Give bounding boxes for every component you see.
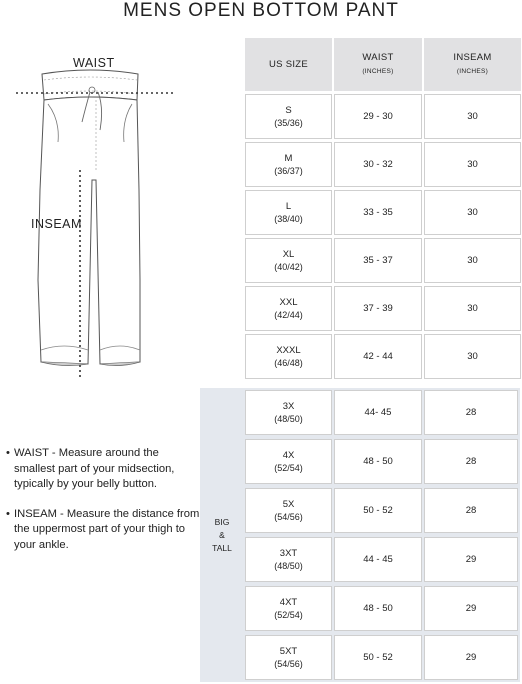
note-waist: [6, 446, 202, 493]
size-alt: (48/50): [274, 413, 303, 424]
inseam-cell: 30: [424, 142, 521, 187]
size-cell: [245, 390, 332, 435]
big-tall-word: &: [219, 529, 225, 540]
waist-cell: 42 - 44: [334, 334, 422, 379]
header-us-size: [245, 38, 332, 91]
big-tall-word: TALL: [212, 542, 232, 553]
size-alt: (46/48): [274, 357, 303, 368]
bullet: •: [6, 507, 10, 520]
size-cell: [245, 586, 332, 631]
waist-cell: 50 - 52: [334, 488, 422, 533]
note-inseam: [6, 507, 202, 554]
waist-cell: 48 - 50: [334, 586, 422, 631]
size-label: 4XT: [279, 596, 298, 608]
inseam-cell: 28: [424, 390, 518, 435]
header-inseam: [424, 38, 521, 91]
size-cell: [245, 286, 332, 331]
waist-cell: 35 - 37: [334, 238, 422, 283]
size-alt: (54/56): [274, 511, 303, 522]
size-alt: (48/50): [274, 560, 303, 571]
size-cell: [245, 488, 332, 533]
size-label: XXXL: [276, 344, 301, 356]
waist-cell: 50 - 52: [334, 635, 422, 680]
size-alt: (38/40): [274, 213, 303, 224]
measurement-notes: [6, 446, 202, 567]
size-cell: [245, 537, 332, 582]
inseam-cell: 29: [424, 537, 518, 582]
inseam-cell: 30: [424, 334, 521, 379]
size-label: 5X: [282, 498, 295, 510]
header-label: WAIST: [362, 52, 394, 63]
size-cell: [245, 190, 332, 235]
inseam-cell: 30: [424, 190, 521, 235]
note-text: INSEAM - Measure the distance from the uppermost part of your thigh to your ankle.: [14, 507, 200, 551]
inseam-label: INSEAM: [31, 217, 82, 231]
pant-drawing: [0, 30, 240, 390]
size-label: XL: [282, 248, 295, 260]
size-alt: (54/56): [274, 658, 303, 669]
waist-cell: 44 - 45: [334, 537, 422, 582]
size-label: XXL: [279, 296, 298, 308]
big-tall-label: [200, 388, 244, 682]
waist-cell: 30 - 32: [334, 142, 422, 187]
inseam-cell: 29: [424, 635, 518, 680]
size-label: 3X: [282, 400, 295, 412]
inseam-cell: 28: [424, 488, 518, 533]
size-cell: [245, 439, 332, 484]
waist-cell: 44- 45: [334, 390, 422, 435]
size-cell: [245, 238, 332, 283]
inseam-cell: 29: [424, 586, 518, 631]
size-alt: (42/44): [274, 309, 303, 320]
size-label: L: [285, 200, 292, 212]
size-label: S: [285, 104, 292, 116]
header-unit: (INCHES): [362, 68, 394, 75]
size-cell: [245, 94, 332, 139]
inseam-cell: 30: [424, 238, 521, 283]
size-label: 4X: [282, 449, 295, 461]
size-alt: (40/42): [274, 261, 303, 272]
size-label: M: [284, 152, 293, 164]
size-alt: (36/37): [274, 165, 303, 176]
size-label: 5XT: [279, 645, 298, 657]
size-cell: [245, 334, 332, 379]
header-label: INSEAM: [453, 52, 492, 63]
waist-cell: 29 - 30: [334, 94, 422, 139]
header-label: US SIZE: [268, 59, 309, 70]
waist-label: WAIST: [73, 56, 115, 70]
size-alt: (52/54): [274, 609, 303, 620]
page-title: MENS OPEN BOTTOM PANT: [123, 0, 399, 21]
size-cell: [245, 142, 332, 187]
inseam-cell: 28: [424, 439, 518, 484]
size-cell: [245, 635, 332, 680]
pant-illustration: [0, 30, 240, 390]
waist-cell: 37 - 39: [334, 286, 422, 331]
waist-cell: 33 - 35: [334, 190, 422, 235]
bullet: •: [6, 447, 10, 459]
header-waist: [334, 38, 422, 91]
inseam-cell: 30: [424, 286, 521, 331]
size-label: 3XT: [279, 547, 298, 559]
inseam-cell: 30: [424, 94, 521, 139]
size-alt: (52/54): [274, 462, 303, 473]
header-unit: (INCHES): [456, 68, 489, 75]
size-alt: (35/36): [274, 117, 303, 128]
big-tall-word: BIG: [214, 516, 230, 527]
waist-cell: 48 - 50: [334, 439, 422, 484]
note-text: WAIST - Measure around the smallest part of your midsection, typically by your belly button.: [14, 447, 175, 490]
